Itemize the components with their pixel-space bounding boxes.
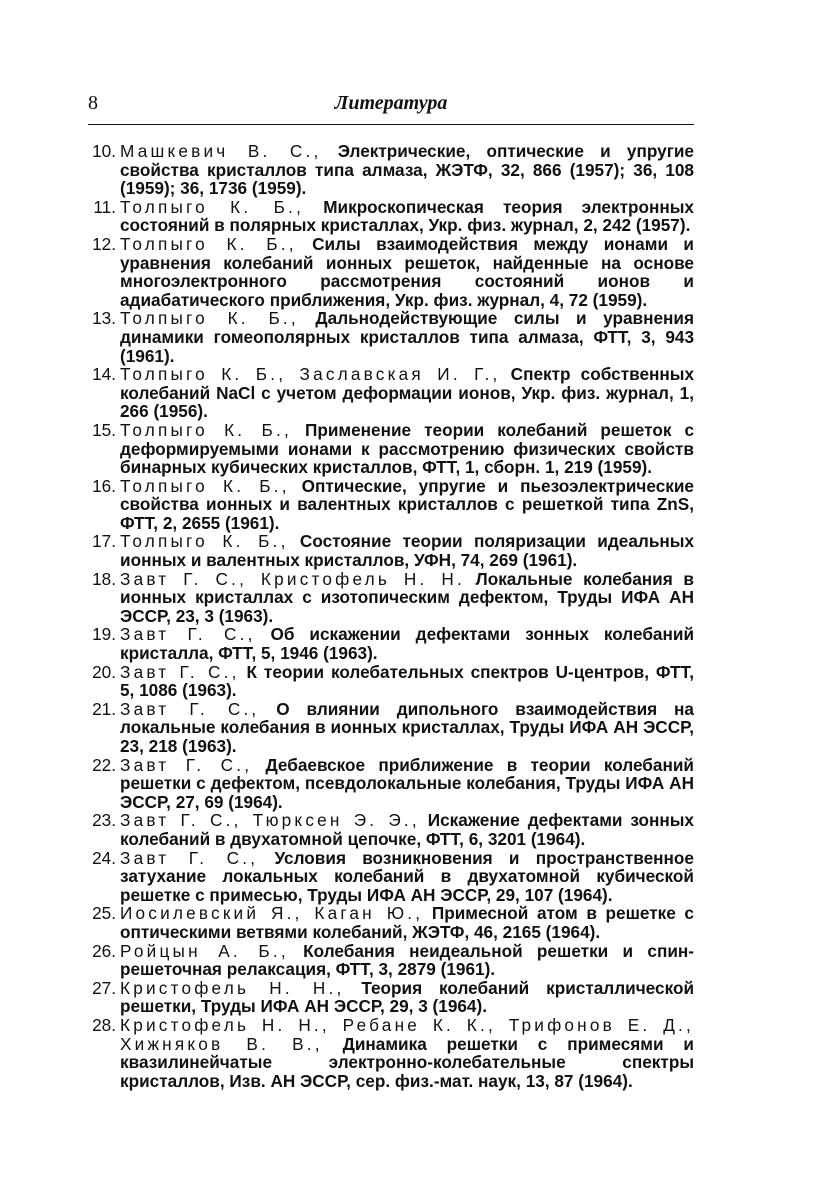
reference-authors: Завт Г. С., [120,754,253,775]
reference-text: Искажение дефектами зонных колебаний в двухатомной цепочке, ФТТ, 6, 3201 (1964). [120,810,694,849]
reference-number: 19. [92,624,116,645]
reference-text: Электрические, оптические и упругие свойства кристаллов типа алмаза, ЖЭТФ, 32, 866 (1957); 36, 108 (1959); 36, 1736 (1959). [120,141,694,199]
reference-item [88,1016,694,1090]
reference-number: 22. [92,754,116,775]
reference-authors: Кристофель Н. Н., [120,977,345,998]
reference-number: 12. [92,233,116,254]
reference-authors: Ройцын А. Б., [120,940,289,961]
reference-item [88,235,694,309]
reference-number: 13. [92,308,116,329]
reference-text: Дебаевское приближение в теории колебаний решетки с дефектом, псевдолокальные колебания, Труды ИФА АН ЭССР, 27, 69 (1964). [120,754,695,812]
reference-item [88,904,694,941]
reference-item [88,365,694,421]
reference-text: Теория колебаний кристаллической решетки, Труды ИФА АН ЭССР, 29, 3 (1964). [120,977,695,1017]
reference-item [88,700,694,756]
reference-item [88,625,694,662]
reference-number: 14. [92,364,116,385]
reference-item [88,979,694,1016]
page-number: 8 [88,92,98,114]
reference-item [88,811,694,848]
reference-number: 18. [92,568,116,589]
reference-item [88,421,694,477]
reference-number: 21. [92,698,116,719]
reference-text: Оптические, упругие и пьезоэлектрические свойства ионных и валентных кристаллов с решеткой типа ZnS, ФТТ, 2, 2655 (1961). [120,475,694,533]
reference-text: О влиянии дипольного взаимодействия на локальные колебания в ионных кристаллах, Труды ИФА АН ЭССР, 23, 218 (1963). [120,698,694,756]
reference-text: К теории колебательных спектров U-центров, ФТТ, 5, 1086 (1963). [120,661,694,701]
reference-text: Об искажении дефектами зонных колебаний кристалла, ФТТ, 5, 1946 (1963). [120,624,695,664]
reference-list [88,142,694,1090]
reference-number: 26. [92,940,116,961]
reference-text: Динамика решетки с примесями и квазилинейчатые электронно-колебательные спектры кристаллов, Изв. АН ЭССР, сер. физ.-мат. наук, 13, 87 (1964). [120,1033,694,1091]
reference-authors: Иосилевский Я., Каган Ю., [120,903,424,924]
reference-authors: Толпыго К. Б., Заславская И. Г., [120,364,501,385]
reference-authors: Толпыго К. Б., [120,475,290,496]
reference-item [88,142,694,198]
reference-number: 23. [92,810,116,831]
reference-number: 15. [92,419,116,440]
reference-item [88,756,694,812]
reference-text: Применение теории колебаний решеток с деформируемыми ионами к рассмотрению физических свойств бинарных кубических кристаллов, ФТТ, 1, сборн. 1, 219 (1959). [120,419,695,478]
reference-authors: Толпыго К. Б., [120,531,289,552]
reference-authors: Завт Г. С., [120,624,256,645]
reference-item [88,477,694,533]
reference-number: 20. [92,661,116,682]
reference-authors: Толпыго К. Б., [120,419,292,440]
reference-authors: Завт Г. С., [120,698,260,719]
reference-number: 25. [92,903,116,924]
reference-authors: Кристофель Н. Н., Ребане К. К., Трифонов Е. Д., Хижняков В. В., [120,1014,694,1054]
reference-number: 10. [92,141,116,161]
reference-text: Дальнодействующие силы и уравнения динамики гомеополярных кристаллов типа алмаза, ФТТ, 3, 943 (1961). [120,308,694,366]
reference-number: 11. [93,196,116,217]
reference-number: 24. [92,847,116,868]
reference-authors: Завт Г. С., [120,847,259,868]
reference-text: Условия возникновения и пространственное затухание локальных колебаний в двухатомной кубической решетке с примесью, Труды ИФА АН ЭССР, 29, 107 (1964). [120,847,694,905]
reference-item [88,309,694,365]
reference-text: Состояние теории поляризации идеальных ионных и валентных кристаллов, УФН, 74, 269 (1961). [120,531,695,571]
reference-number: 28. [92,1014,116,1035]
running-title: Литература [334,92,448,114]
reference-text: Спектр собственных колебаний NaCl с учетом деформации ионов, Укр. физ. журнал, 1, 266 (1956). [120,364,695,422]
header-rule [88,124,694,125]
reference-number: 16. [92,475,116,496]
page-header [88,92,694,122]
reference-authors: Толпыго К. Б., [120,196,305,217]
reference-item [88,532,694,569]
reference-item [88,198,694,235]
reference-authors: Толпыго К. Б., [120,233,297,254]
reference-authors: Завт Г. С., [120,661,240,682]
reference-text: Примесной атом в решетке с оптическими ветвями колебаний, ЖЭТФ, 46, 2165 (1964). [120,903,694,942]
reference-text: Силы взаимодействия между ионами и уравнения колебаний ионных решеток, найденные на основе многоэлектронного рассмотрения состояний ионов и адиабатического приближения, Укр. физ. журнал, 4, 72 (1959). [120,233,694,310]
reference-authors: Толпыго К. Б., [120,308,299,329]
reference-text: Микроскопическая теория электронных состояний в полярных кристаллах, Укр. физ. журнал, 2, 242 (1957). [120,196,694,236]
reference-number: 17. [92,531,116,552]
reference-item [88,570,694,626]
reference-number: 27. [92,977,116,998]
reference-text: Колебания неидеальной решетки и спин-решеточная релаксация, ФТТ, 3, 2879 (1961). [120,940,695,980]
reference-item [88,942,694,979]
reference-authors: Завт Г. С., Кристофель Н. Н. [120,568,465,589]
reference-authors: Машкевич В. С., [120,141,322,161]
reference-authors: Завт Г. С., Тюрксен Э. Э., [120,810,420,831]
reference-item [88,849,694,905]
reference-text: Локальные колебания в ионных кристаллах с изотопическим дефектом, Труды ИФА АН ЭССР, 23, 3 (1963). [120,568,694,626]
reference-item [88,663,694,700]
